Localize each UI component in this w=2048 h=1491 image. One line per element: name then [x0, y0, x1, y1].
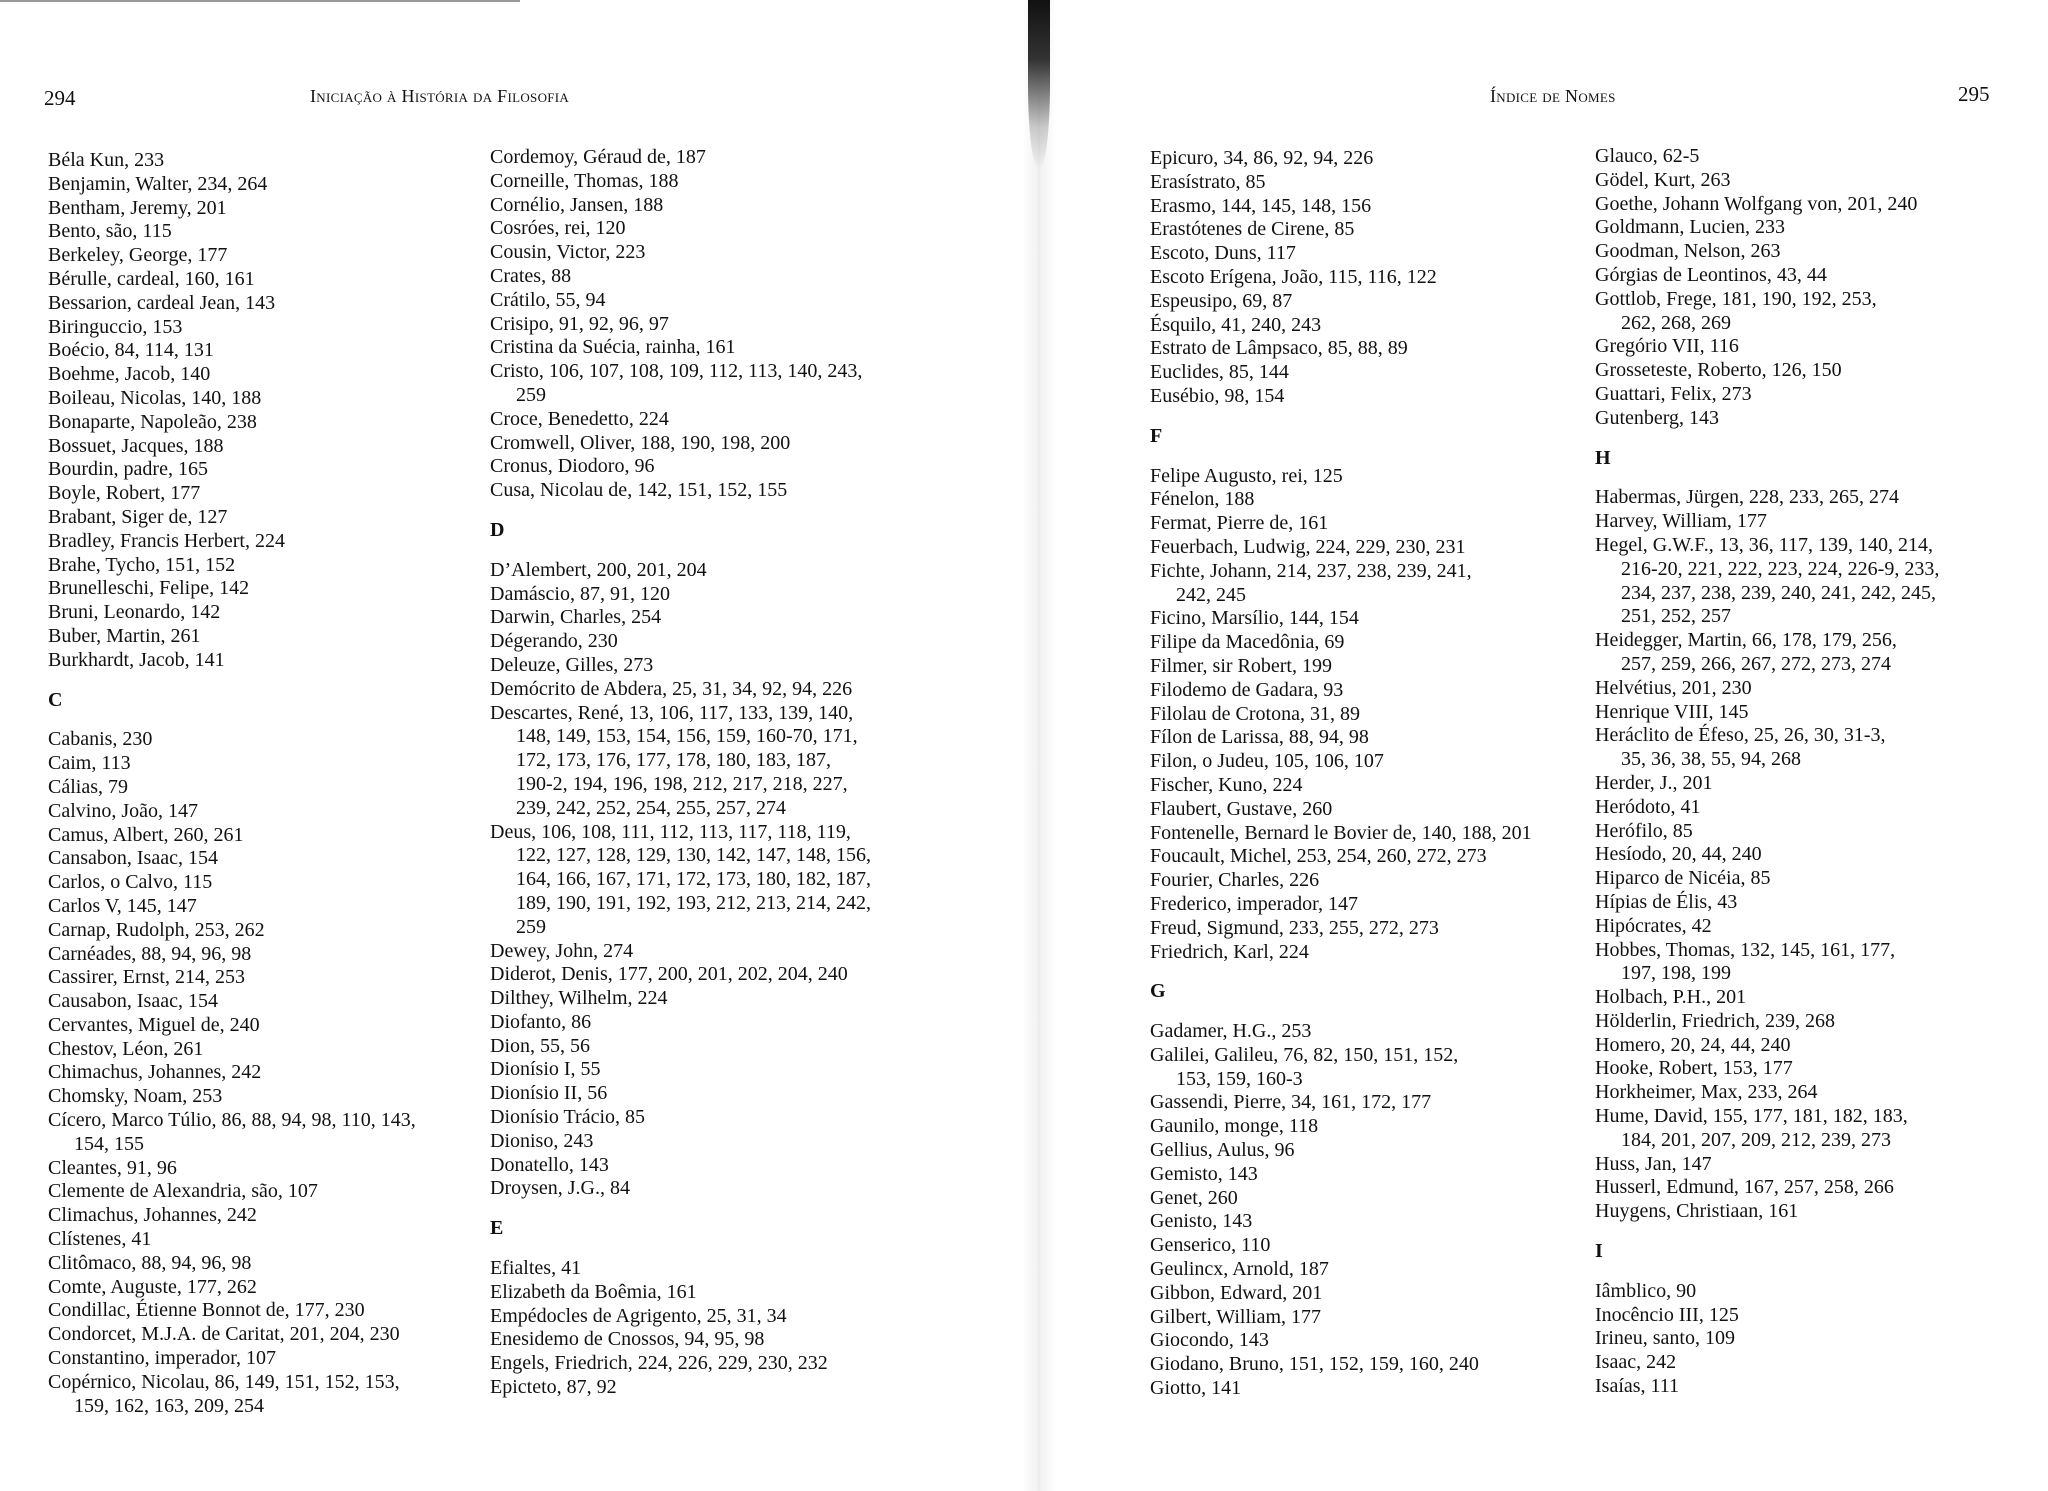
index-entry: Harvey, William, 177: [1595, 510, 1767, 533]
index-entry: Escoto Erígena, João, 115, 116, 122: [1150, 265, 1437, 288]
index-entry: Goldmann, Lucien, 233: [1595, 216, 1785, 239]
index-entry: Guattari, Felix, 273: [1595, 382, 1752, 405]
index-entry: Fischer, Kuno, 224: [1150, 773, 1303, 796]
index-entry: Isaac, 242: [1595, 1351, 1677, 1374]
index-entry: Escoto, Duns, 117: [1150, 242, 1296, 265]
index-entry: Cosróes, rei, 120: [490, 217, 626, 240]
index-entry: Dioniso, 243: [490, 1129, 594, 1152]
index-entry: Crates, 88: [490, 264, 572, 287]
index-entry: Diofanto, 86: [490, 1010, 592, 1033]
index-entry: Donatello, 143: [490, 1153, 609, 1176]
index-entry: Cristo, 106, 107, 108, 109, 112, 113, 140, 243, 259: [490, 360, 863, 406]
index-entry: Fílon de Larissa, 88, 94, 98: [1150, 726, 1369, 749]
index-entry: Erasístrato, 85: [1150, 170, 1266, 193]
index-entry: Huss, Jan, 147: [1595, 1152, 1712, 1175]
index-entry: Dilthey, Wilhelm, 224: [490, 987, 668, 1010]
index-entry: Dionísio Trácio, 85: [490, 1106, 646, 1129]
index-entry: Calvino, João, 147: [48, 799, 198, 822]
index-entry: Gödel, Kurt, 263: [1595, 168, 1731, 191]
index-entry: Berkeley, George, 177: [48, 244, 228, 267]
index-entry: Boyle, Robert, 177: [48, 482, 201, 505]
index-entry: Carnap, Rudolph, 253, 262: [48, 918, 265, 941]
index-entry: Causabon, Isaac, 154: [48, 990, 218, 1013]
index-entry: Condillac, Étienne Bonnot de, 177, 230: [48, 1299, 365, 1322]
index-entry: Engels, Friedrich, 224, 226, 229, 230, 232: [490, 1352, 828, 1375]
index-entry: Herófilo, 85: [1595, 819, 1693, 842]
index-entry: Genet, 260: [1150, 1186, 1238, 1209]
index-entry: Deleuze, Gilles, 273: [490, 653, 654, 676]
index-entry: Heidegger, Martin, 66, 178, 179, 256, 257, 259, 266, 267, 272, 273, 274: [1595, 629, 1897, 675]
index-letter-heading: D: [490, 518, 505, 541]
index-entry: Comte, Auguste, 177, 262: [48, 1275, 257, 1298]
index-entry: Corneille, Thomas, 188: [490, 169, 679, 192]
right-page-number: 295: [1958, 82, 1990, 106]
index-entry: Goodman, Nelson, 263: [1595, 240, 1781, 263]
index-entry: Filon, o Judeu, 105, 106, 107: [1150, 750, 1384, 773]
index-entry: Bonaparte, Napoleão, 238: [48, 410, 257, 433]
right-running-head: Índice de Nomes: [1490, 86, 1616, 106]
index-entry: Deus, 106, 108, 111, 112, 113, 117, 118, 119, 122, 127, 128, 129, 130, 142, 147, 148, 156, 164, 166, 167, 171, 172, 173, 180, 182, 187, 189, 190, 191, 192, 193, 212, 213, 214, 242, 259: [490, 820, 871, 938]
index-letter-heading: F: [1150, 424, 1163, 447]
index-entry: Bessarion, cardeal Jean, 143: [48, 291, 276, 314]
index-entry: Brahe, Tycho, 151, 152: [48, 553, 236, 576]
index-entry: Epicteto, 87, 92: [490, 1376, 617, 1399]
index-entry: Crisipo, 91, 92, 96, 97: [490, 312, 669, 335]
index-entry: Diderot, Denis, 177, 200, 201, 202, 204, 240: [490, 963, 848, 986]
index-entry: Biringuccio, 153: [48, 315, 183, 338]
index-entry: Clitômaco, 88, 94, 96, 98: [48, 1251, 252, 1274]
index-entry: Bradley, Francis Herbert, 224: [48, 529, 285, 552]
index-entry: Fermat, Pierre de, 161: [1150, 512, 1329, 535]
index-entry: Croce, Benedetto, 224: [490, 407, 669, 430]
index-entry: Espeusipo, 69, 87: [1150, 289, 1293, 312]
index-entry: Cabanis, 230: [48, 728, 153, 751]
index-entry: Isaías, 111: [1595, 1375, 1680, 1398]
page-top-edge: [0, 0, 520, 2]
index-entry: Bossuet, Jacques, 188: [48, 434, 224, 457]
index-entry: Damáscio, 87, 91, 120: [490, 582, 670, 605]
index-entry: Cervantes, Miguel de, 240: [48, 1013, 260, 1036]
index-entry: Boehme, Jacob, 140: [48, 363, 211, 386]
index-entry: Clístenes, 41: [48, 1228, 152, 1251]
index-entry: Copérnico, Nicolau, 86, 149, 151, 152, 153, 159, 162, 163, 209, 254: [48, 1370, 400, 1417]
index-entry: Camus, Albert, 260, 261: [48, 823, 244, 846]
index-entry: Cleantes, 91, 96: [48, 1156, 177, 1179]
index-entry: Condorcet, M.J.A. de Caritat, 201, 204, 230: [48, 1323, 400, 1346]
index-letter-heading: G: [1150, 980, 1166, 1003]
book-spine: [1028, 0, 1050, 170]
left-running-head: Iniciação à História da Filosofia: [310, 86, 570, 106]
index-entry: Geulincx, Arnold, 187: [1150, 1258, 1329, 1281]
index-entry: Hípias de Élis, 43: [1595, 890, 1738, 913]
index-entry: Brunelleschi, Felipe, 142: [48, 577, 250, 600]
index-entry: Dionísio I, 55: [490, 1058, 601, 1081]
index-entry: Foucault, Michel, 253, 254, 260, 272, 273: [1150, 845, 1487, 868]
index-entry: Cícero, Marco Túlio, 86, 88, 94, 98, 110, 143, 154, 155: [48, 1109, 416, 1155]
index-entry: Caim, 113: [48, 752, 131, 775]
index-entry: Dionísio II, 56: [490, 1082, 608, 1105]
index-entry: Fichte, Johann, 214, 237, 238, 239, 241, 242, 245: [1150, 559, 1472, 606]
index-entry: Filipe da Macedônia, 69: [1150, 631, 1345, 654]
index-entry: Clemente de Alexandria, são, 107: [48, 1180, 318, 1203]
index-entry: Chimachus, Johannes, 242: [48, 1061, 262, 1084]
index-entry: Gibbon, Edward, 201: [1150, 1281, 1323, 1304]
index-entry: Efialtes, 41: [490, 1257, 582, 1280]
index-entry: Hobbes, Thomas, 132, 145, 161, 177, 197, 198, 199: [1595, 938, 1896, 985]
index-entry: Glauco, 62-5: [1595, 145, 1700, 167]
index-entry: Carlos V, 145, 147: [48, 894, 197, 917]
index-entry: Felipe Augusto, rei, 125: [1150, 464, 1343, 487]
index-entry: Fontenelle, Bernard le Bovier de, 140, 188, 201: [1150, 821, 1532, 844]
index-entry: Cristina da Suécia, rainha, 161: [490, 336, 736, 359]
index-entry: Genserico, 110: [1150, 1234, 1271, 1257]
index-entry: Hiparco de Nicéia, 85: [1595, 867, 1771, 890]
index-entry: Gemisto, 143: [1150, 1162, 1258, 1185]
index-entry: Constantino, imperador, 107: [48, 1347, 277, 1370]
index-entry: Filolau de Crotona, 31, 89: [1150, 702, 1360, 725]
index-entry: Enesidemo de Cnossos, 94, 95, 98: [490, 1328, 765, 1351]
index-entry: Dion, 55, 56: [490, 1034, 590, 1057]
index-entry: Euclides, 85, 144: [1150, 361, 1289, 384]
index-entry: Erastótenes de Cirene, 85: [1150, 218, 1355, 241]
index-entry: Boécio, 84, 114, 131: [48, 339, 214, 362]
index-letter-heading: I: [1595, 1240, 1603, 1263]
index-entry: Henrique VIII, 145: [1595, 700, 1749, 723]
index-entry: Genisto, 143: [1150, 1210, 1253, 1233]
index-entry: Demócrito de Abdera, 25, 31, 34, 92, 94, 226: [490, 677, 853, 700]
index-entry: Cálias, 79: [48, 775, 128, 798]
index-column-2: [490, 146, 910, 1400]
index-entry: Heródoto, 41: [1595, 795, 1701, 818]
index-entry: Holbach, P.H., 201: [1595, 986, 1747, 1009]
index-entry: Burkhardt, Jacob, 141: [48, 648, 225, 671]
index-entry: Hume, David, 155, 177, 181, 182, 183, 184, 201, 207, 209, 212, 239, 273: [1595, 1105, 1908, 1151]
index-entry: Empédocles de Agrigento, 25, 31, 34: [490, 1304, 787, 1327]
index-letter-heading: E: [490, 1217, 504, 1240]
index-entry: Crátilo, 55, 94: [490, 288, 606, 311]
index-entry: Cromwell, Oliver, 188, 190, 198, 200: [490, 431, 791, 454]
index-entry: Gilbert, William, 177: [1150, 1305, 1322, 1328]
index-entry: Droysen, J.G., 84: [490, 1177, 630, 1200]
index-entry: Hipócrates, 42: [1595, 914, 1712, 937]
index-entry: Fénelon, 188: [1150, 488, 1255, 511]
index-entry: Iâmblico, 90: [1595, 1279, 1697, 1302]
index-entry: Chestov, Léon, 261: [48, 1037, 204, 1060]
index-entry: Béla Kun, 233: [48, 149, 165, 171]
left-page-number: 294: [44, 86, 76, 110]
index-entry: Bérulle, cardeal, 160, 161: [48, 267, 255, 290]
index-entry: Bruni, Leonardo, 142: [48, 601, 221, 624]
index-entry: Bento, são, 115: [48, 220, 172, 243]
index-entry: Hooke, Robert, 153, 177: [1595, 1057, 1793, 1080]
index-entry: Boileau, Nicolas, 140, 188: [48, 386, 262, 409]
index-entry: Giotto, 141: [1150, 1377, 1242, 1400]
index-entry: Irineu, santo, 109: [1595, 1327, 1735, 1350]
index-entry: Climachus, Johannes, 242: [48, 1204, 257, 1227]
index-entry: Hölderlin, Friedrich, 239, 268: [1595, 1009, 1835, 1032]
index-entry: Habermas, Jürgen, 228, 233, 265, 274: [1595, 486, 1900, 509]
index-entry: Gutenberg, 143: [1595, 406, 1720, 429]
index-entry: Helvétius, 201, 230: [1595, 676, 1752, 699]
index-entry: Descartes, René, 13, 106, 117, 133, 139, 140, 148, 149, 153, 154, 156, 159, 160-70, 171, 172, 173, 176, 177, 178, 180, 183, 187, 190-2, 194, 196, 198, 212, 217, 218, 227, 239, 242, 252, 254, 255, 257, 274: [490, 701, 858, 819]
index-entry: Hesíodo, 20, 44, 240: [1595, 843, 1762, 866]
index-entry: Inocêncio III, 125: [1595, 1303, 1739, 1326]
index-entry: Freud, Sigmund, 233, 255, 272, 273: [1150, 916, 1439, 939]
index-entry: Brabant, Siger de, 127: [48, 505, 228, 528]
index-entry: Dégerando, 230: [490, 630, 618, 653]
index-entry: Benjamin, Walter, 234, 264: [48, 172, 268, 195]
index-entry: Grosseteste, Roberto, 126, 150: [1595, 359, 1842, 382]
index-entry: Cordemoy, Géraud de, 187: [490, 146, 706, 168]
index-entry: Frederico, imperador, 147: [1150, 892, 1359, 915]
index-entry: Hegel, G.W.F., 13, 36, 117, 139, 140, 214, 216-20, 221, 222, 223, 224, 226-9, 233, 234, 237, 238, 239, 240, 241, 242, 245, 251, 252, 257: [1595, 533, 1940, 628]
index-entry: Estrato de Lâmpsaco, 85, 88, 89: [1150, 337, 1408, 360]
index-entry: Goethe, Johann Wolfgang von, 201, 240: [1595, 192, 1918, 215]
index-entry: Gaunilo, monge, 118: [1150, 1115, 1319, 1138]
index-entry: Fourier, Charles, 226: [1150, 869, 1320, 892]
index-entry: Cansabon, Isaac, 154: [48, 847, 218, 870]
index-entry: Bourdin, padre, 165: [48, 458, 208, 481]
index-column-3: [1150, 147, 1570, 1401]
index-entry: Dewey, John, 274: [490, 939, 634, 962]
index-entry: Husserl, Edmund, 167, 257, 258, 266: [1595, 1176, 1894, 1199]
index-entry: Erasmo, 144, 145, 148, 156: [1150, 194, 1372, 217]
index-letter-heading: C: [48, 688, 63, 711]
index-column-1: [48, 149, 448, 1418]
index-entry: Flaubert, Gustave, 260: [1150, 797, 1333, 820]
index-entry: Cousin, Victor, 223: [490, 241, 646, 264]
index-entry: Bentham, Jeremy, 201: [48, 196, 227, 219]
index-entry: Giodano, Bruno, 151, 152, 159, 160, 240: [1150, 1353, 1479, 1376]
index-entry: Cusa, Nicolau de, 142, 151, 152, 155: [490, 479, 788, 502]
index-entry: Ésquilo, 41, 240, 243: [1150, 313, 1322, 336]
index-entry: Horkheimer, Max, 233, 264: [1595, 1081, 1818, 1104]
index-entry: D’Alembert, 200, 201, 204: [490, 558, 707, 581]
index-entry: Homero, 20, 24, 44, 240: [1595, 1033, 1791, 1056]
index-entry: Huygens, Christiaan, 161: [1595, 1200, 1799, 1223]
index-entry: Gregório VII, 116: [1595, 335, 1739, 358]
index-entry: Herder, J., 201: [1595, 771, 1713, 794]
index-entry: Giocondo, 143: [1150, 1329, 1269, 1352]
index-entry: Chomsky, Noam, 253: [48, 1085, 223, 1108]
index-entry: Eusébio, 98, 154: [1150, 384, 1285, 407]
index-entry: Filodemo de Gadara, 93: [1150, 678, 1344, 701]
index-letter-heading: H: [1595, 446, 1611, 469]
index-column-4: [1595, 145, 2015, 1399]
index-entry: Gellius, Aulus, 96: [1150, 1139, 1295, 1162]
index-entry: Elizabeth da Boêmia, 161: [490, 1280, 697, 1303]
index-entry: Carlos, o Calvo, 115: [48, 871, 213, 894]
book-gutter-shadow: [1022, 0, 1056, 1491]
index-entry: Górgias de Leontinos, 43, 44: [1595, 263, 1827, 286]
index-entry: Epicuro, 34, 86, 92, 94, 226: [1150, 147, 1374, 169]
index-entry: Friedrich, Karl, 224: [1150, 940, 1309, 963]
index-entry: Buber, Martin, 261: [48, 624, 201, 647]
index-entry: Filmer, sir Robert, 199: [1150, 654, 1332, 677]
index-entry: Gassendi, Pierre, 34, 161, 172, 177: [1150, 1091, 1432, 1114]
index-entry: Ficino, Marsílio, 144, 154: [1150, 607, 1359, 630]
index-entry: Galilei, Galileu, 76, 82, 150, 151, 152, 153, 159, 160-3: [1150, 1043, 1459, 1090]
index-entry: Carnéades, 88, 94, 96, 98: [48, 942, 252, 965]
index-entry: Gottlob, Frege, 181, 190, 192, 253, 262, 268, 269: [1595, 287, 1877, 334]
index-entry: Feuerbach, Ludwig, 224, 229, 230, 231: [1150, 535, 1466, 558]
index-entry: Cassirer, Ernst, 214, 253: [48, 966, 245, 989]
index-entry: Cornélio, Jansen, 188: [490, 193, 664, 216]
index-entry: Gadamer, H.G., 253: [1150, 1020, 1312, 1043]
index-entry: Darwin, Charles, 254: [490, 606, 662, 629]
index-entry: Heráclito de Éfeso, 25, 26, 30, 31-3, 35, 36, 38, 55, 94, 268: [1595, 724, 1886, 771]
index-entry: Cronus, Diodoro, 96: [490, 455, 655, 478]
